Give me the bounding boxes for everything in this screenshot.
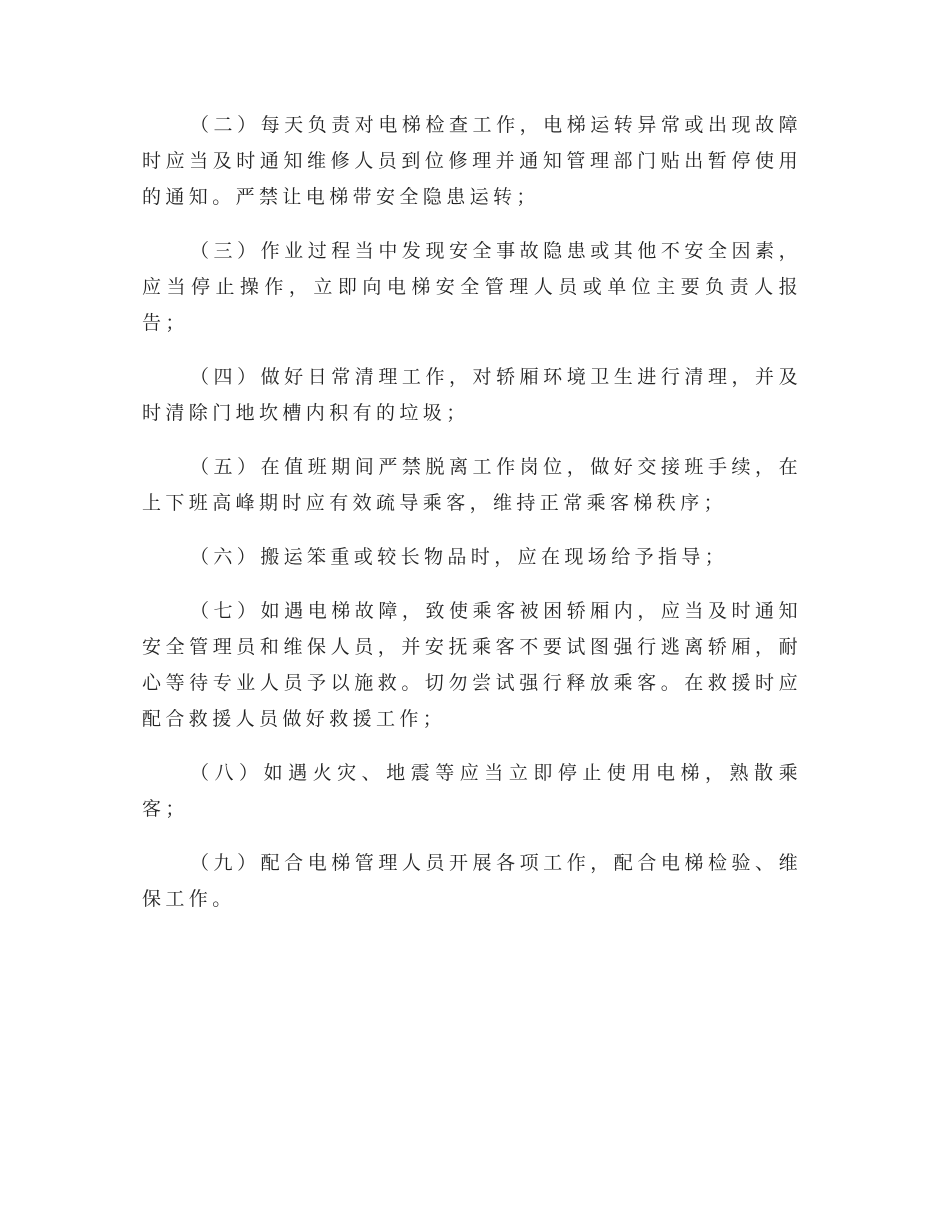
paragraph-8: （八）如遇火灾、地震等应当立即停止使用电梯，熟散乘客； — [142, 762, 802, 820]
paragraph-2: （二）每天负责对电梯检查工作，电梯运转异常或出现故障时应当及时通知维修人员到位修理并通知管理部门贴出暂停使用的通知。严禁让电梯带安全隐患运转； — [142, 114, 802, 208]
paragraph-7: （七）如遇电梯故障，致使乘客被困轿厢内，应当及时通知安全管理员和维保人员，并安抚乘客不要试图强行逃离轿厢，耐心等待专业人员予以施救。切勿尝试强行释放乘客。在救援时应配合救援人员做好救援工作； — [142, 600, 802, 730]
paragraph-5: （五）在值班期间严禁脱离工作岗位，做好交接班手续，在上下班高峰期时应有效疏导乘客，维持正常乘客梯秩序； — [142, 456, 802, 514]
paragraph-9: （九）配合电梯管理人员开展各项工作，配合电梯检验、维保工作。 — [142, 852, 802, 910]
paragraph-4: （四）做好日常清理工作，对轿厢环境卫生进行清理，并及时清除门地坎槽内积有的垃圾； — [142, 366, 802, 424]
paragraph-6: （六）搬运笨重或较长物品时，应在现场给予指导； — [190, 546, 729, 568]
document-body — [142, 107, 802, 935]
paragraph-3: （三）作业过程当中发现安全事故隐患或其他不安全因素，应当停止操作，立即向电梯安全管理人员或单位主要负责人报告； — [142, 240, 802, 334]
